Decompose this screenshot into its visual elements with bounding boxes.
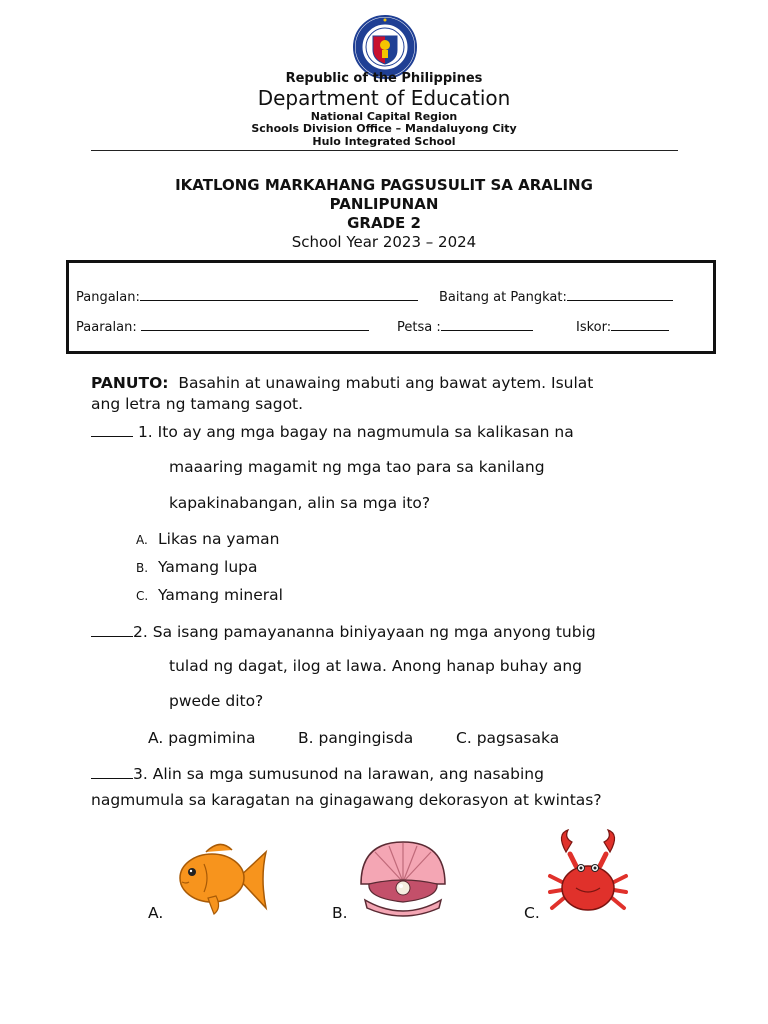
choice-1c[interactable]: C. Yamang mineral <box>136 586 283 604</box>
question-number: 2. <box>133 623 148 641</box>
score-field[interactable] <box>576 318 669 335</box>
choice-3b-label[interactable]: B. <box>332 904 348 922</box>
score-label: Iskor: <box>576 320 612 335</box>
exam-title-line1: IKATLONG MARKAHANG PAGSUSULIT SA ARALING <box>175 176 593 194</box>
instructions-line2: ang letra ng tamang sagot. <box>91 395 304 413</box>
choice-1a[interactable]: A. Likas na yaman <box>136 530 280 548</box>
question-number: 3. <box>133 765 148 783</box>
question-1 <box>91 422 574 441</box>
choice-2c[interactable]: C. pagsasaka <box>456 729 560 747</box>
student-info-box <box>66 260 716 354</box>
department-heading: Department of Education <box>257 86 511 110</box>
question-text: Sa isang pamayananna biniyayaan ng mga anyong tubig <box>152 623 596 641</box>
choice-1b[interactable]: B. Yamang lupa <box>136 558 258 576</box>
question-text: tulad ng dagat, ilog at lawa. Anong hanap buhay ang <box>169 657 583 675</box>
goldfish-picture[interactable] <box>176 838 268 924</box>
grade-section-field[interactable] <box>439 288 673 305</box>
grade-section-blank[interactable] <box>567 288 673 301</box>
date-field[interactable] <box>397 318 533 335</box>
instructions <box>91 374 593 392</box>
question-2 <box>91 622 596 641</box>
instructions-line1: Basahin at unawaing mabuti ang bawat aytem. Isulat <box>178 374 594 392</box>
exam-grade: GRADE 2 <box>347 214 421 232</box>
score-blank[interactable] <box>611 318 669 331</box>
question-text: Ito ay ang mga bagay na nagmumula sa kalikasan na <box>157 423 574 441</box>
school-year: School Year 2023 – 2024 <box>291 233 477 251</box>
choice-2b[interactable]: B. pangingisda <box>298 729 414 747</box>
date-label: Petsa : <box>397 320 441 335</box>
name-label: Pangalan: <box>76 290 140 305</box>
school-blank[interactable] <box>141 318 369 331</box>
question-text: maaaring magamit ng mga tao para sa kanilang <box>169 458 545 476</box>
school-name-text: Hulo Integrated School <box>312 135 456 148</box>
choice-3a-label[interactable]: A. <box>148 904 164 922</box>
answer-blank-1[interactable] <box>91 422 133 437</box>
crab-picture[interactable] <box>546 826 630 924</box>
name-field[interactable] <box>76 288 418 305</box>
school-field[interactable] <box>76 318 369 335</box>
region-text: National Capital Region <box>310 110 458 123</box>
question-text: kapakinabangan, alin sa mga ito? <box>169 494 431 512</box>
instructions-label: PANUTO: <box>91 374 169 392</box>
question-text: nagmumula sa karagatan na ginagawang dekorasyon at kwintas? <box>91 791 602 809</box>
division-text: Schools Division Office – Mandaluyong City <box>251 122 517 135</box>
question-3 <box>91 764 544 783</box>
choice-3c-label[interactable]: C. <box>524 904 540 922</box>
republic-heading: Republic of the Philippines <box>285 71 483 86</box>
exam-title <box>0 176 768 233</box>
choice-2a[interactable]: A. pagmimina <box>148 729 256 747</box>
answer-blank-3[interactable] <box>91 764 133 779</box>
question-text: Alin sa mga sumusunod na larawan, ang nasabing <box>152 765 544 783</box>
exam-title-line2: PANLIPUNAN <box>329 195 439 213</box>
school-label: Paaralan: <box>76 320 137 335</box>
question-text: pwede dito? <box>169 692 264 710</box>
question-number: 1. <box>137 423 153 441</box>
header-divider <box>91 150 678 151</box>
name-blank[interactable] <box>140 288 418 301</box>
answer-blank-2[interactable] <box>91 622 133 637</box>
pearl-clam-picture[interactable] <box>355 838 451 924</box>
grade-section-label: Baitang at Pangkat: <box>439 290 567 305</box>
date-blank[interactable] <box>441 318 533 331</box>
